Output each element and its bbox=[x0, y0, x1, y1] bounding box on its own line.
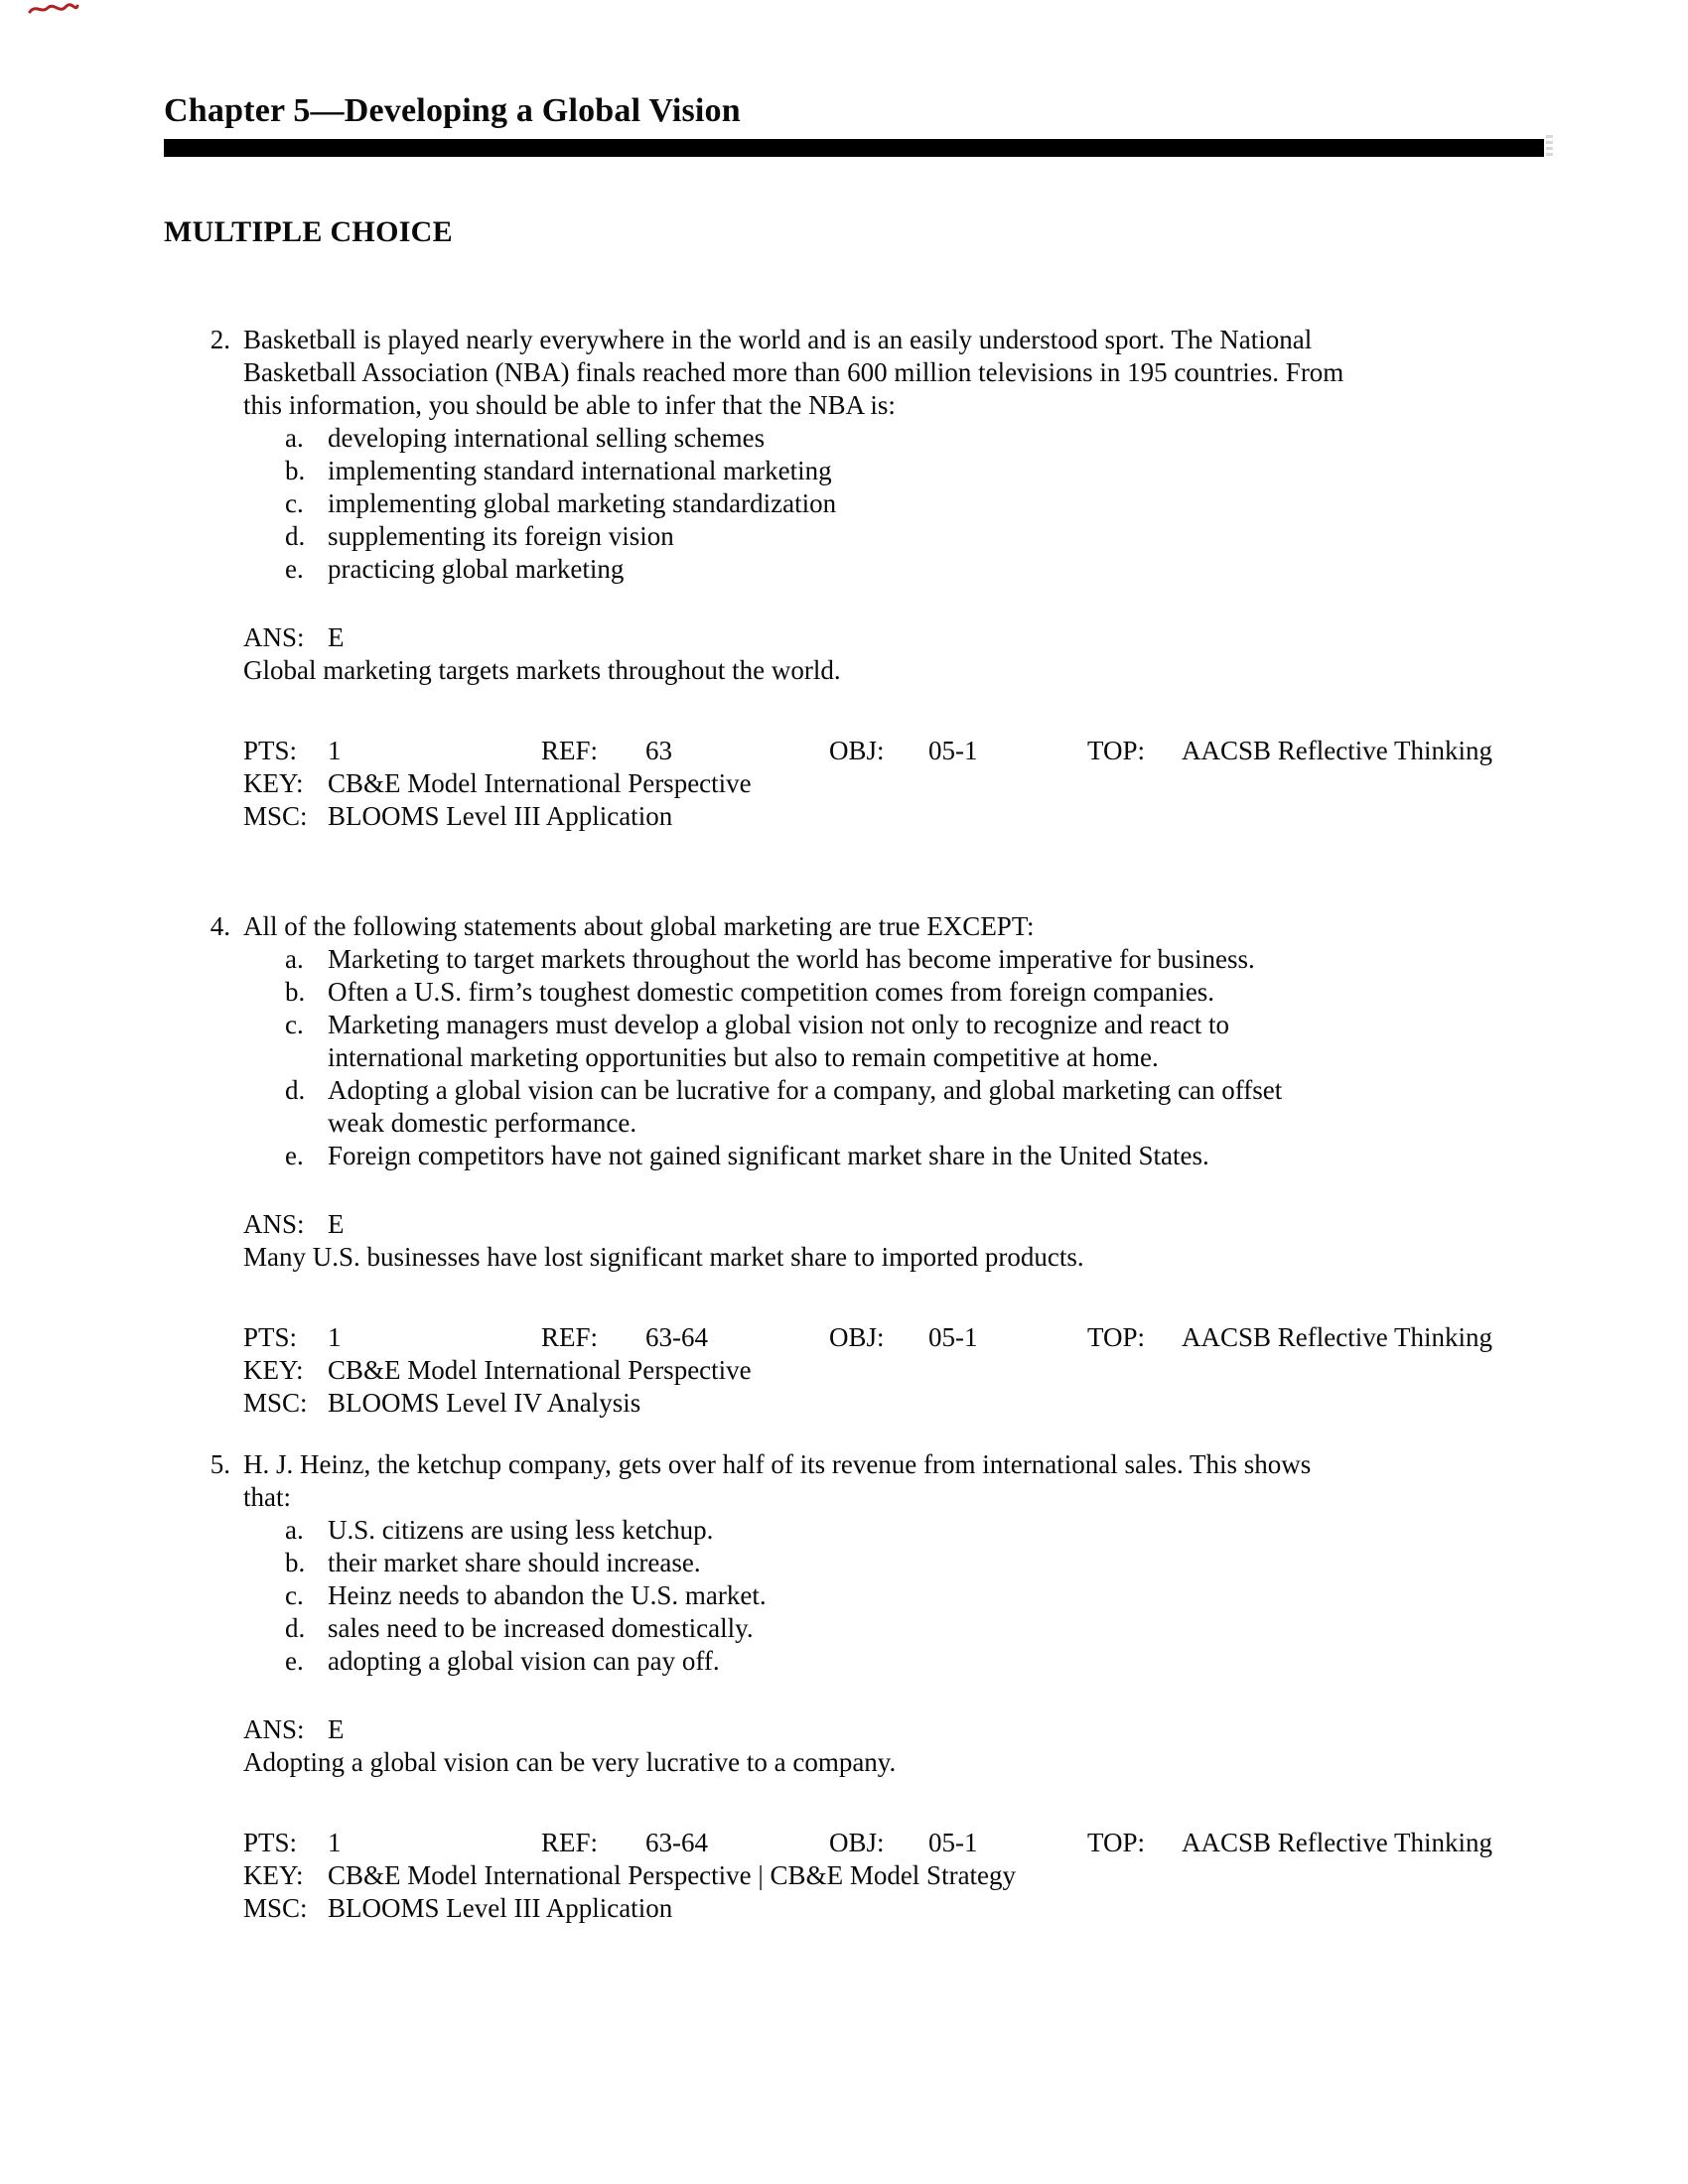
option-row bbox=[243, 487, 1688, 520]
option-letter: e. bbox=[285, 1141, 304, 1170]
option-letter: e. bbox=[285, 1646, 304, 1676]
msc-value: BLOOMS Level III Application bbox=[328, 801, 673, 831]
option-text: Marketing to target markets throughout the world has become imperative for business. bbox=[328, 944, 1255, 974]
page-title: Chapter 5—Developing a Global Vision bbox=[164, 92, 741, 129]
option-row bbox=[243, 1579, 1688, 1612]
question-stem-line: All of the following statements about global marketing are true EXCEPT: bbox=[243, 911, 1035, 941]
question-meta bbox=[243, 735, 1688, 833]
option-letter: b. bbox=[285, 1548, 306, 1577]
ref-value: 63-64 bbox=[645, 1828, 708, 1857]
answer-block bbox=[243, 1208, 1688, 1274]
msc-label: MSC: bbox=[243, 1893, 308, 1923]
msc-value: BLOOMS Level IV Analysis bbox=[328, 1388, 641, 1418]
option-letter: a. bbox=[285, 1515, 304, 1545]
ref-value: 63 bbox=[645, 736, 672, 765]
top-label: TOP: bbox=[1087, 1828, 1146, 1857]
option-text: implementing global marketing standardization bbox=[328, 488, 837, 518]
top-label: TOP: bbox=[1087, 1322, 1146, 1352]
option-row bbox=[243, 455, 1688, 487]
answer-label: ANS: bbox=[243, 1209, 305, 1239]
option-text: sales need to be increased domestically. bbox=[328, 1613, 754, 1643]
option-text: supplementing its foreign vision bbox=[328, 521, 674, 551]
option-text: practicing global marketing bbox=[328, 554, 625, 584]
answer-explanation: Many U.S. businesses have lost significant market share to imported products. bbox=[243, 1242, 1084, 1272]
obj-label: OBJ: bbox=[829, 1828, 885, 1857]
option-letter: e. bbox=[285, 554, 304, 584]
key-label: KEY: bbox=[243, 1355, 304, 1385]
answer-label: ANS: bbox=[243, 622, 305, 652]
answer-block bbox=[243, 1713, 1688, 1779]
option-letter: b. bbox=[285, 456, 306, 485]
option-letter: a. bbox=[285, 423, 304, 453]
option-row bbox=[243, 1547, 1688, 1579]
option-text: weak domestic performance. bbox=[328, 1108, 637, 1138]
pts-label: PTS: bbox=[243, 1828, 298, 1857]
option-row bbox=[243, 943, 1688, 976]
obj-label: OBJ: bbox=[829, 1322, 885, 1352]
msc-label: MSC: bbox=[243, 1388, 308, 1418]
option-row bbox=[243, 1140, 1688, 1172]
option-text: Marketing managers must develop a global vision not only to recognize and react to bbox=[328, 1010, 1229, 1039]
key-value: CB&E Model International Perspective bbox=[328, 1355, 752, 1385]
top-value: AACSB Reflective Thinking bbox=[1182, 1322, 1492, 1352]
option-text: their market share should increase. bbox=[328, 1548, 701, 1577]
option-text: U.S. citizens are using less ketchup. bbox=[328, 1515, 714, 1545]
key-value: CB&E Model International Perspective bbox=[328, 768, 752, 798]
question-item bbox=[164, 324, 1688, 833]
answer-explanation: Adopting a global vision can be very lucrative to a company. bbox=[243, 1747, 897, 1777]
pts-value: 1 bbox=[328, 1322, 342, 1352]
option-row bbox=[243, 1645, 1688, 1678]
option-letter: c. bbox=[285, 1580, 304, 1610]
ref-value: 63-64 bbox=[645, 1322, 708, 1352]
question-stem-line: H. J. Heinz, the ketchup company, gets over half of its revenue from international sales. This shows bbox=[243, 1449, 1312, 1479]
option-letter: d. bbox=[285, 1613, 306, 1643]
obj-value: 05-1 bbox=[928, 1828, 978, 1857]
obj-label: OBJ: bbox=[829, 736, 885, 765]
section-heading: MULTIPLE CHOICE bbox=[164, 215, 453, 248]
question-stem-line: Basketball is played nearly everywhere in the world and is an easily understood sport. The National bbox=[243, 325, 1313, 354]
option-row bbox=[243, 1009, 1688, 1074]
answer-explanation: Global marketing targets markets throughout the world. bbox=[243, 655, 841, 685]
option-text: developing international selling schemes bbox=[328, 423, 766, 453]
pts-label: PTS: bbox=[243, 736, 298, 765]
question-meta bbox=[243, 1827, 1688, 1925]
obj-value: 05-1 bbox=[928, 736, 978, 765]
key-value: CB&E Model International Perspective | CB&E Model Strategy bbox=[328, 1860, 1017, 1890]
question-number: 2. bbox=[210, 325, 230, 354]
ref-label: REF: bbox=[541, 1322, 599, 1352]
option-text: Heinz needs to abandon the U.S. market. bbox=[328, 1580, 767, 1610]
option-row bbox=[243, 520, 1688, 553]
top-label: TOP: bbox=[1087, 736, 1146, 765]
answer-label: ANS: bbox=[243, 1714, 305, 1744]
pts-value: 1 bbox=[328, 736, 342, 765]
obj-value: 05-1 bbox=[928, 1322, 978, 1352]
option-text: Often a U.S. firm’s toughest domestic competition comes from foreign companies. bbox=[328, 977, 1215, 1007]
option-letter: a. bbox=[285, 944, 304, 974]
red-pen-mark bbox=[28, 2, 79, 18]
option-row bbox=[243, 553, 1688, 586]
scan-artifact bbox=[1546, 135, 1553, 157]
ref-label: REF: bbox=[541, 1828, 599, 1857]
question-stem-line: that: bbox=[243, 1482, 291, 1512]
question-meta bbox=[243, 1321, 1688, 1420]
key-label: KEY: bbox=[243, 1860, 304, 1890]
option-letter: c. bbox=[285, 488, 304, 518]
option-row bbox=[243, 1074, 1688, 1140]
option-row bbox=[243, 1514, 1688, 1547]
question-item bbox=[164, 910, 1688, 1420]
option-row bbox=[243, 422, 1688, 455]
option-row bbox=[243, 1612, 1688, 1645]
answer-value: E bbox=[328, 1209, 345, 1239]
option-letter: b. bbox=[285, 977, 306, 1007]
option-text: international marketing opportunities but also to remain competitive at home. bbox=[328, 1042, 1159, 1072]
ref-label: REF: bbox=[541, 736, 599, 765]
option-letter: c. bbox=[285, 1010, 304, 1039]
option-letter: d. bbox=[285, 1075, 306, 1105]
option-letter: d. bbox=[285, 521, 306, 551]
top-value: AACSB Reflective Thinking bbox=[1182, 736, 1492, 765]
pts-value: 1 bbox=[328, 1828, 342, 1857]
question-stem-line: Basketball Association (NBA) finals reached more than 600 million televisions in 195 countries. From bbox=[243, 357, 1344, 387]
msc-value: BLOOMS Level III Application bbox=[328, 1893, 673, 1923]
key-label: KEY: bbox=[243, 768, 304, 798]
answer-block bbox=[243, 621, 1688, 687]
top-value: AACSB Reflective Thinking bbox=[1182, 1828, 1492, 1857]
question-number: 4. bbox=[210, 911, 230, 941]
question-item bbox=[164, 1448, 1688, 1925]
question-stem-line: this information, you should be able to infer that the NBA is: bbox=[243, 390, 896, 420]
option-row bbox=[243, 976, 1688, 1009]
option-text: Foreign competitors have not gained significant market share in the United States. bbox=[328, 1141, 1209, 1170]
msc-label: MSC: bbox=[243, 801, 308, 831]
title-rule bbox=[164, 139, 1544, 157]
option-text: Adopting a global vision can be lucrative for a company, and global marketing can offset bbox=[328, 1075, 1283, 1105]
answer-value: E bbox=[328, 1714, 345, 1744]
option-text: implementing standard international marketing bbox=[328, 456, 832, 485]
option-text: adopting a global vision can pay off. bbox=[328, 1646, 720, 1676]
answer-value: E bbox=[328, 622, 345, 652]
pts-label: PTS: bbox=[243, 1322, 298, 1352]
question-number: 5. bbox=[210, 1449, 230, 1479]
